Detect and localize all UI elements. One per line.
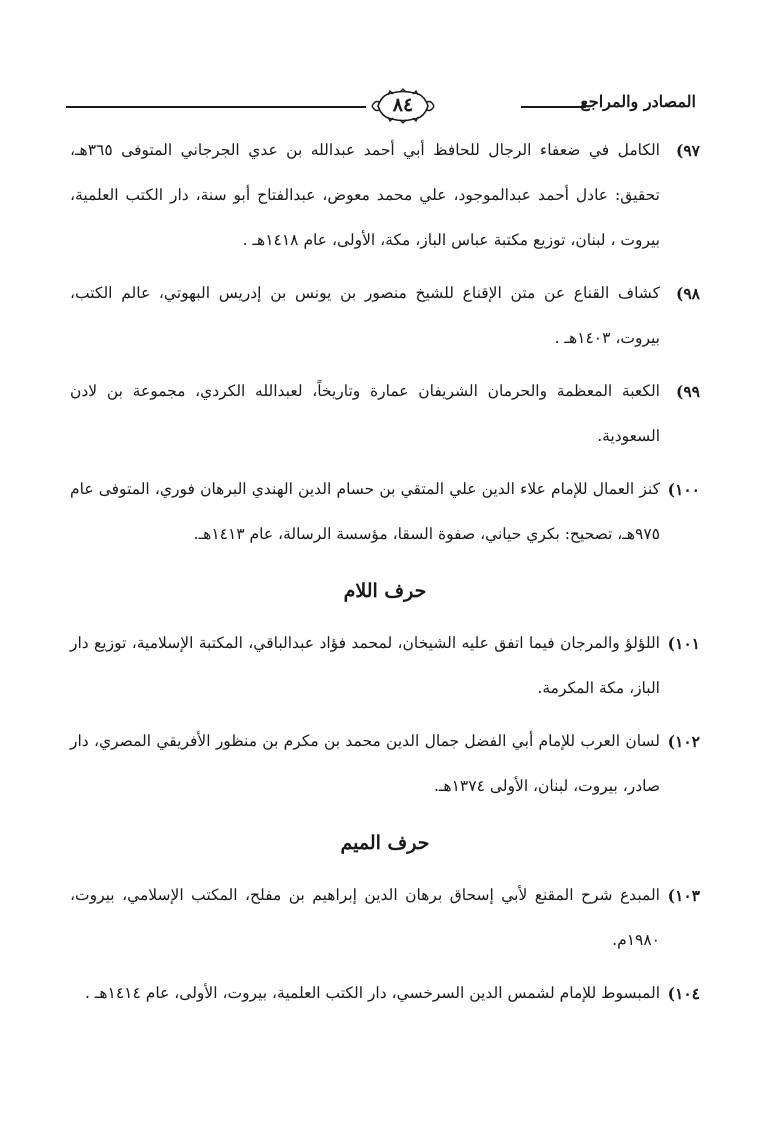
entry-text: لسان العرب للإمام أبي الفضل جمال الدين محمد بن مكرم بن منظور الأفريقي المصري، دار صادر، بيروت، لبنان، الأولى ١٣٧٤هـ. [70, 732, 660, 795]
entry-number: ٩٨) [676, 284, 700, 303]
bibliography-entry [70, 128, 700, 263]
bibliography-entry [70, 873, 700, 963]
entry-number: ٩٧) [676, 141, 700, 160]
header-rule-right [521, 106, 586, 108]
entry-text: المبدع شرح المقنع لأبي إسحاق برهان الدين إبراهيم بن مفلح، المكتب الإسلامي، بيروت، ١٩٨٠م. [70, 886, 660, 949]
entry-number: ١٠٠) [667, 480, 700, 499]
entry-number: ١٠٢) [667, 732, 700, 751]
bibliography-entry [70, 621, 700, 711]
page-header [66, 88, 696, 124]
entry-text: الكعبة المعظمة والحرمان الشريفان عمارة وتاريخاً، لعبدالله الكردي، مجموعة بن لادن السعودية. [70, 382, 660, 445]
bibliography-entry [70, 971, 700, 1016]
bibliography-entry [70, 467, 700, 557]
entry-text: الكامل في ضعفاء الرجال للحافظ أبي أحمد عبدالله بن عدي الجرجاني المتوفى ٣٦٥هـ، تحقيق: عادل أحمد عبدالموجود، علي محمد معوض، عبدالفتاح أبو سنة، دار الكتب العلمية، بيروت ، لبنان، توزيع مكتبة عباس الباز، مكة، الأولى، عام ١٤١٨هـ . [70, 141, 660, 249]
running-title: المصادر والمراجع [580, 92, 696, 111]
entry-number: ١٠١) [667, 634, 700, 653]
entry-number: ١٠٣) [667, 886, 700, 905]
page-number: ٨٤ [392, 94, 414, 116]
entry-text: كنز العمال للإمام علاء الدين علي المتقي بن حسام الدين الهندي البرهان فوري، المتوفى عام ٩٧٥هـ، تصحيح: بكري حياني، صفوة السقا، مؤسسة الرسالة، عام ١٤١٣هـ. [70, 480, 660, 543]
entry-text: المبسوط للإمام لشمس الدين السرخسي، دار الكتب العلمية، بيروت، الأولى، عام ١٤١٤هـ . [84, 984, 660, 1002]
bibliography-entry [70, 719, 700, 809]
entry-number: ١٠٤) [667, 984, 700, 1003]
section-heading-mim: حرف الميم [340, 832, 430, 854]
bibliography-content [70, 128, 700, 1024]
entry-number: ٩٩) [676, 382, 700, 401]
page-number-ornament [370, 88, 436, 124]
header-rule-left [66, 106, 366, 108]
bibliography-entry [70, 369, 700, 459]
entry-text: كشاف القناع عن متن الإقناع للشيخ منصور بن يونس بن إدريس البهوتي، عالم الكتب، بيروت، ١٤٠٣هـ . [70, 284, 660, 347]
entry-text: اللؤلؤ والمرجان فيما اتفق عليه الشيخان، لمحمد فؤاد عبدالباقي، المكتبة الإسلامية، توزيع دار الباز، مكة المكرمة. [70, 634, 660, 697]
section-heading-lam: حرف اللام [343, 580, 427, 602]
bibliography-entry [70, 271, 700, 361]
